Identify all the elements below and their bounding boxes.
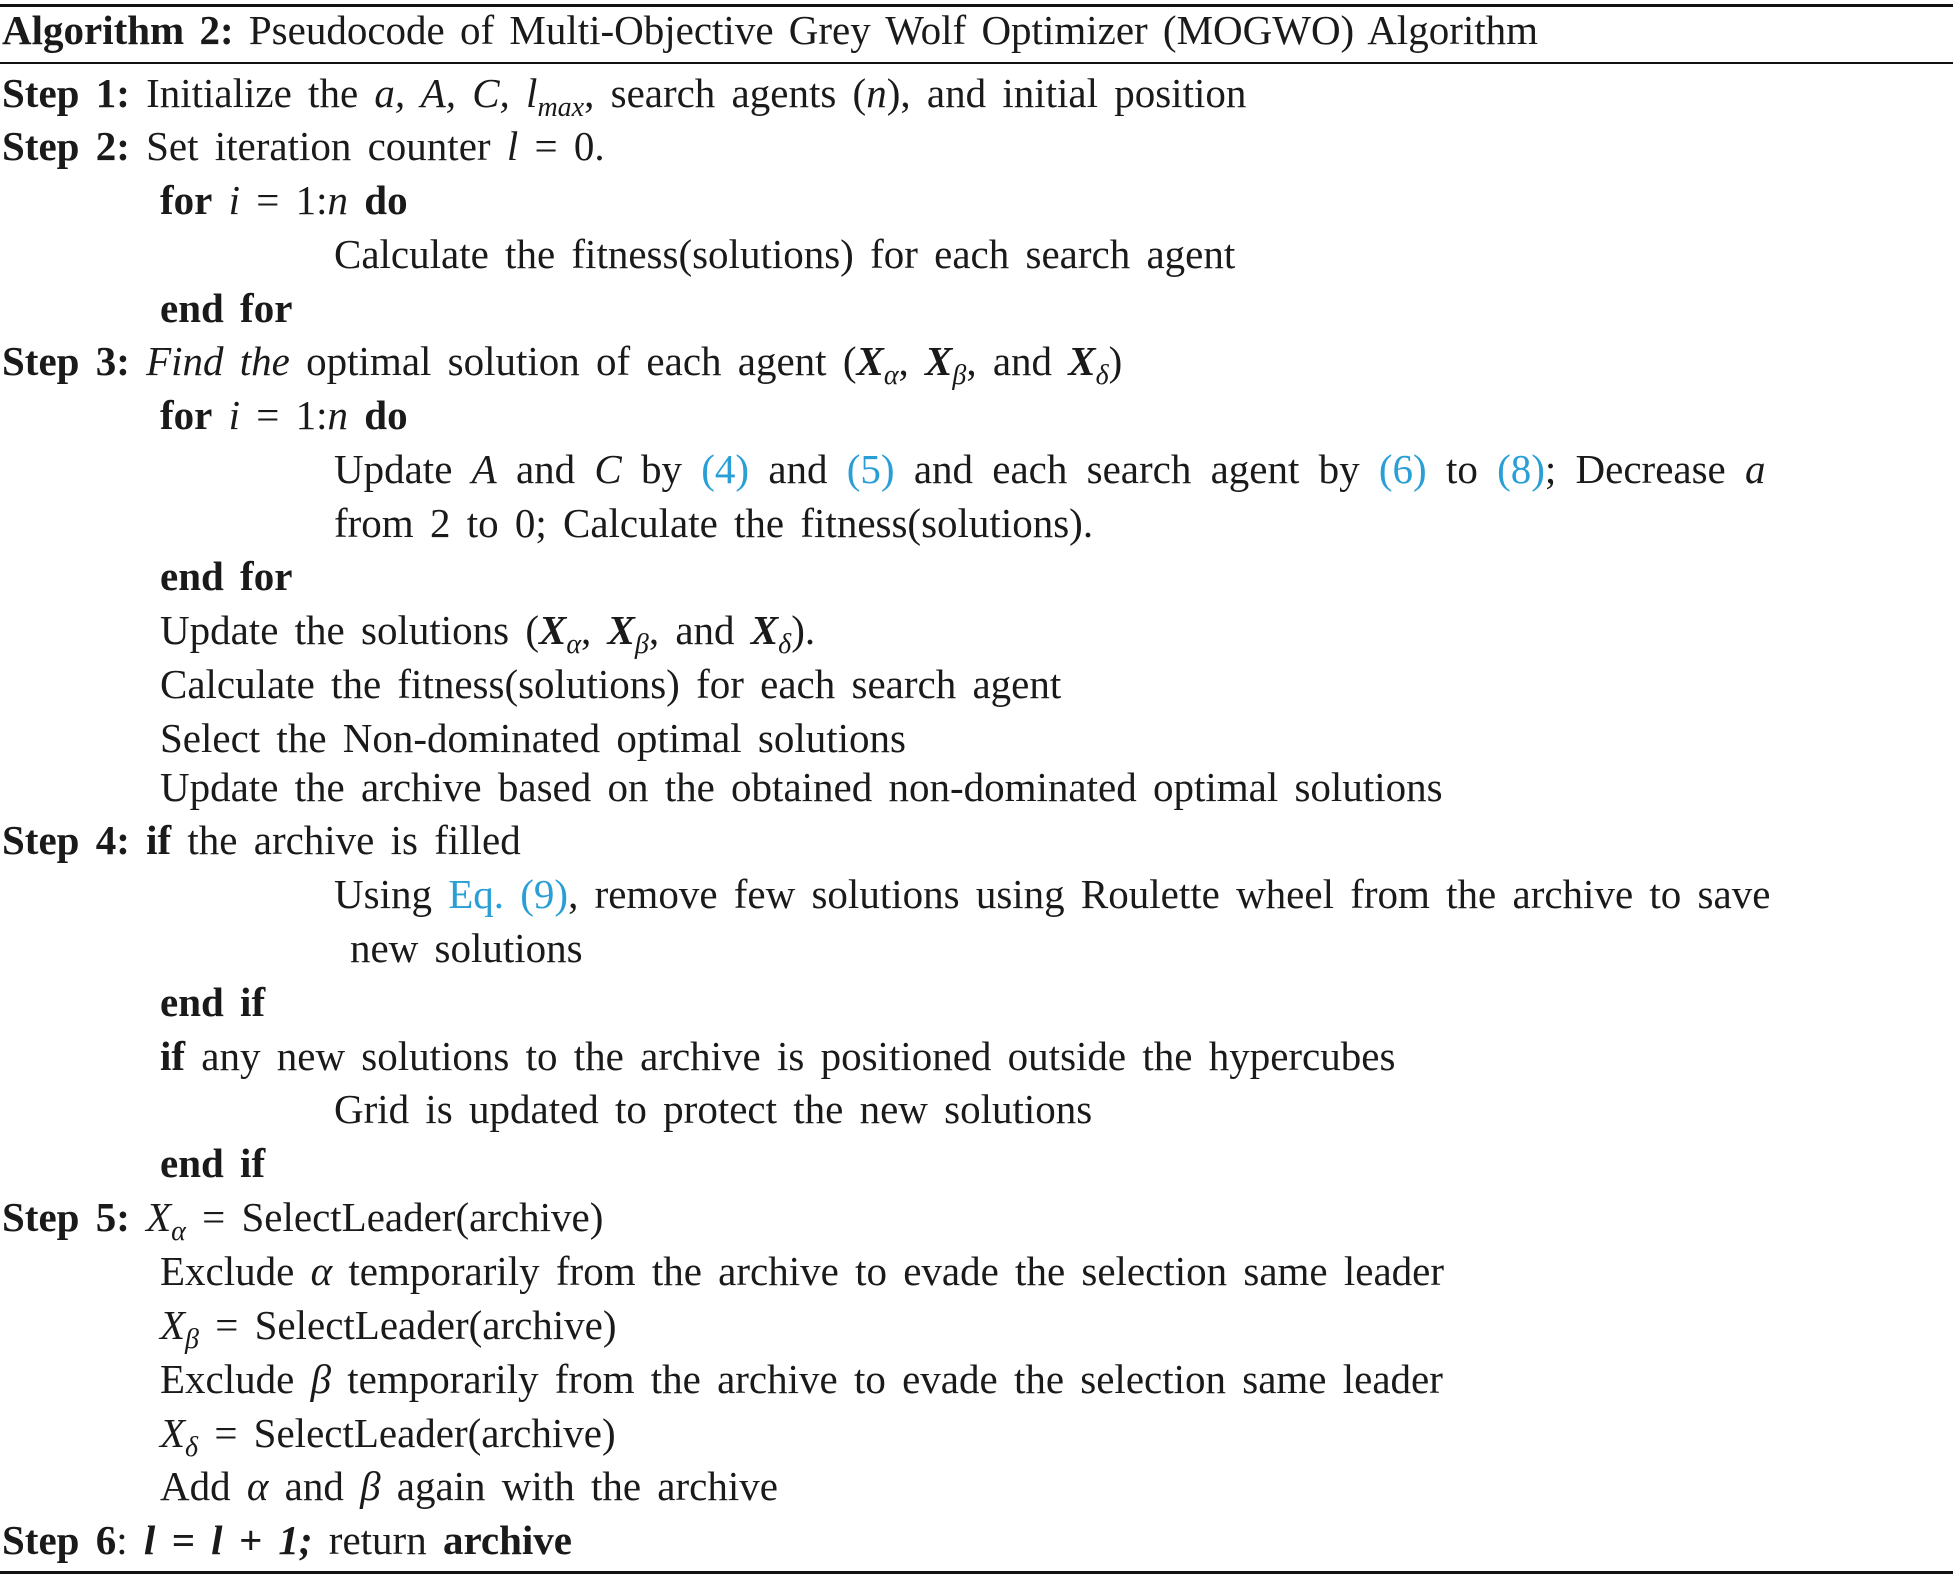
end-if-line-2: end if bbox=[160, 1140, 266, 1186]
algorithm-title-text: Pseudocode of Multi-Objective Grey Wolf Optimizer (MOGWO) Algorithm bbox=[248, 7, 1539, 53]
grid-update-line: Grid is updated to protect the new solutions bbox=[334, 1086, 1093, 1132]
eq-ref-9[interactable]: Eq. (9) bbox=[448, 871, 569, 917]
eq-ref-5[interactable]: (5) bbox=[846, 446, 895, 492]
algorithm-label: Algorithm 2: bbox=[2, 7, 234, 53]
update-a-c-continuation: from 2 to 0; Calculate the fitness(solutions). bbox=[334, 500, 1094, 546]
update-a-c-line: Update A and C by (4) and (5) and each search agent by (6) to (8); Decrease a bbox=[334, 446, 1766, 492]
eq-ref-8[interactable]: (8) bbox=[1497, 446, 1545, 492]
eq-ref-4[interactable]: (4) bbox=[701, 446, 750, 492]
step6-label: Step 6 bbox=[2, 1517, 117, 1563]
for-line-2: for i = 1:n do bbox=[160, 392, 408, 438]
end-for-line-1: end for bbox=[160, 285, 293, 331]
header-rule bbox=[0, 62, 1953, 64]
step4-label: Step 4: bbox=[2, 817, 130, 863]
for-line-1: for i = 1:n do bbox=[160, 177, 408, 223]
step2-line: Step 2: Set iteration counter l = 0. bbox=[2, 123, 605, 169]
select-delta-line: $X_\delta$ = SelectLeader(archive) bbox=[160, 1410, 616, 1463]
step6-line: Step 6: l = l + 1; return archive bbox=[2, 1517, 572, 1563]
bottom-rule bbox=[0, 1571, 1953, 1574]
using-eq9-line: Using Eq. (9), remove few solutions using Roulette wheel from the archive to save bbox=[334, 871, 1771, 917]
step5-label: Step 5: bbox=[2, 1194, 130, 1240]
step1-line: Step 1: Initialize the a, A, C, $l_{max}$, search agents (n), and initial position bbox=[2, 70, 1247, 123]
algorithm-title bbox=[2, 4, 1538, 56]
if-hypercube-line: if any new solutions to the archive is positioned outside the hypercubes bbox=[160, 1033, 1396, 1079]
update-solutions-line: Update the solutions ($X_\alpha$, $X_\beta$, and $X_\delta$). bbox=[160, 607, 816, 660]
end-if-line-1: end if bbox=[160, 979, 266, 1025]
step2-label: Step 2: bbox=[2, 123, 130, 169]
step5-line: Step 5: $X_\alpha$ = SelectLeader(archive) bbox=[2, 1194, 604, 1247]
step3-label: Step 3: bbox=[2, 338, 130, 384]
exclude-beta-line: Exclude β temporarily from the archive to evade the selection same leader bbox=[160, 1356, 1443, 1402]
calc-fitness-line-1: Calculate the fitness(solutions) for each search agent bbox=[334, 231, 1236, 277]
select-beta-line: $X_\beta$ = SelectLeader(archive) bbox=[160, 1302, 617, 1355]
step4-line: Step 4: if the archive is filled bbox=[2, 817, 521, 863]
end-for-line-2: end for bbox=[160, 553, 293, 599]
eq-ref-6[interactable]: (6) bbox=[1378, 446, 1427, 492]
using-eq9-continuation: new solutions bbox=[350, 925, 583, 971]
update-archive-line: Update the archive based on the obtained non-dominated optimal solutions bbox=[160, 764, 1443, 810]
step1-label: Step 1: bbox=[2, 70, 130, 116]
select-non-dominated-line: Select the Non-dominated optimal solutions bbox=[160, 715, 906, 761]
step3-line: Step 3: Find the optimal solution of each agent ($X_\alpha$, $X_\beta$, and $X_\delta$) bbox=[2, 338, 1123, 391]
exclude-alpha-line: Exclude α temporarily from the archive to evade the selection same leader bbox=[160, 1248, 1444, 1294]
calc-fitness-line-2: Calculate the fitness(solutions) for each search agent bbox=[160, 661, 1062, 707]
add-alpha-beta-line: Add α and β again with the archive bbox=[160, 1463, 778, 1509]
